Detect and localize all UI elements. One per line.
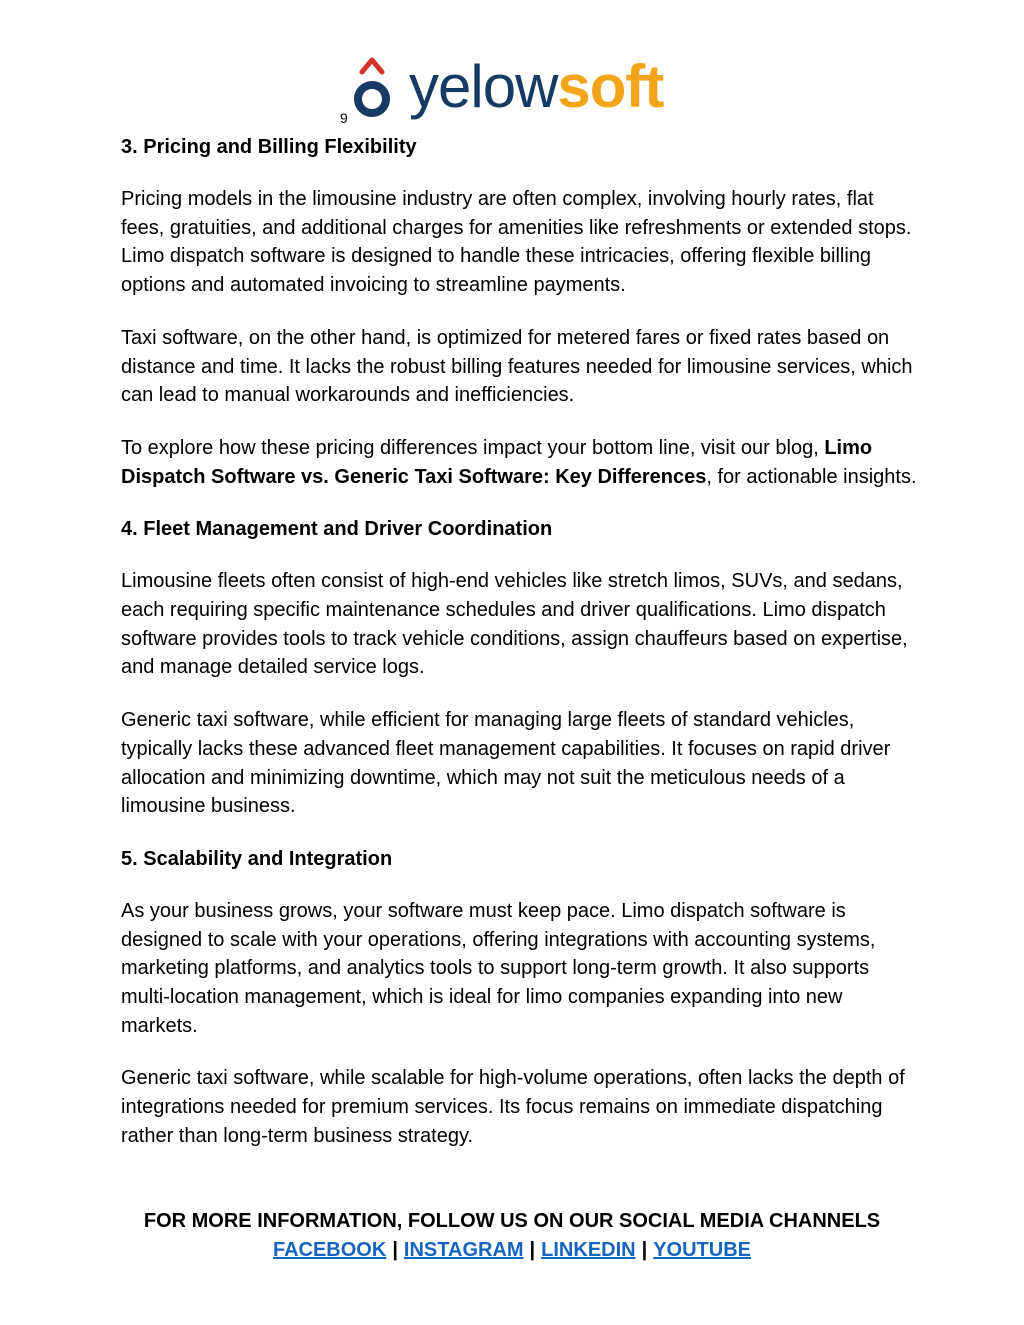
section-5-heading: 5. Scalability and Integration (121, 847, 393, 870)
social-links (0, 1236, 1024, 1265)
link-separator: | (392, 1239, 398, 1261)
section-5-paragraph-1: As your business grows, your software must keep pace. Limo dispatch software is designed to scale with your operations, offering integrations with accounting systems, marketing platforms, and analytics tools to support long-term growth. It also supports multi-location management, which is ideal for limo companies expanding into new markets. (121, 899, 876, 1037)
facebook-link[interactable]: FACEBOOK (272, 1239, 387, 1261)
blog-outro-text: , for actionable insights. (706, 465, 917, 488)
logo-mark-icon (349, 52, 409, 126)
logo-wordmark-yelow: yelow (409, 53, 558, 120)
section-3-paragraph-2: Taxi software, on the other hand, is optimized for metered fares or fixed rates based on distance and time. It lacks the robust billing features needed for limousine services, which can lead to manual workarounds and inefficiencies. (121, 326, 913, 407)
footer (0, 1207, 1024, 1265)
page-number: 9 (340, 110, 348, 126)
section-5-paragraph-2: Generic taxi software, while scalable for high-volume operations, often lacks the depth of integrations needed for premium services. Its focus remains on immediate dispatching rather than long-term business strategy. (121, 1067, 905, 1147)
linkedin-link[interactable]: LINKEDIN (541, 1239, 636, 1261)
section-4-heading: 4. Fleet Management and Driver Coordination (121, 518, 553, 541)
document-body (121, 133, 921, 1151)
section-3-paragraph-1: Pricing models in the limousine industry are often complex, involving hourly rates, flat fees, gratuities, and additional charges for amenities like refreshments or extended stops. Limo dispatch software is designed to handle these intricacies, offering flexible billing options and automated invoicing to streamline payments. (121, 188, 912, 297)
instagram-link[interactable]: INSTAGRAM (403, 1239, 524, 1261)
blog-title: Limo Dispatch Software vs. Generic Taxi Software: Key Differences (121, 436, 873, 488)
section-3-paragraph-3 (121, 434, 921, 491)
yelowsoft-logo (349, 52, 689, 126)
youtube-link[interactable]: YOUTUBE (653, 1239, 752, 1261)
logo-wordmark (409, 50, 663, 124)
link-separator: | (529, 1239, 536, 1261)
logo-wordmark-soft: soft (557, 53, 664, 120)
section-4-paragraph-2: Generic taxi software, while efficient for managing large fleets of standard vehicles, typically lacks these advanced fleet management capabilities. It focuses on rapid driver allocation and minimizing downtime, which may not suit the meticulous needs of a limousine business. (121, 709, 891, 818)
section-4-paragraph-1: Limousine fleets often consist of high-end vehicles like stretch limos, SUVs, and sedans, each requiring specific maintenance schedules and driver qualifications. Limo dispatch software provides tools to track vehicle conditions, assign chauffeurs based on expertise, and manage detailed service logs. (121, 570, 908, 679)
blog-intro-text: To explore how these pricing differences impact your bottom line, visit our blog, (121, 436, 825, 459)
section-3-heading: 3. Pricing and Billing Flexibility (121, 136, 417, 158)
social-cta: FOR MORE INFORMATION, FOLLOW US ON OUR SOCIAL MEDIA CHANNELS (143, 1210, 881, 1232)
link-separator: | (641, 1239, 648, 1261)
